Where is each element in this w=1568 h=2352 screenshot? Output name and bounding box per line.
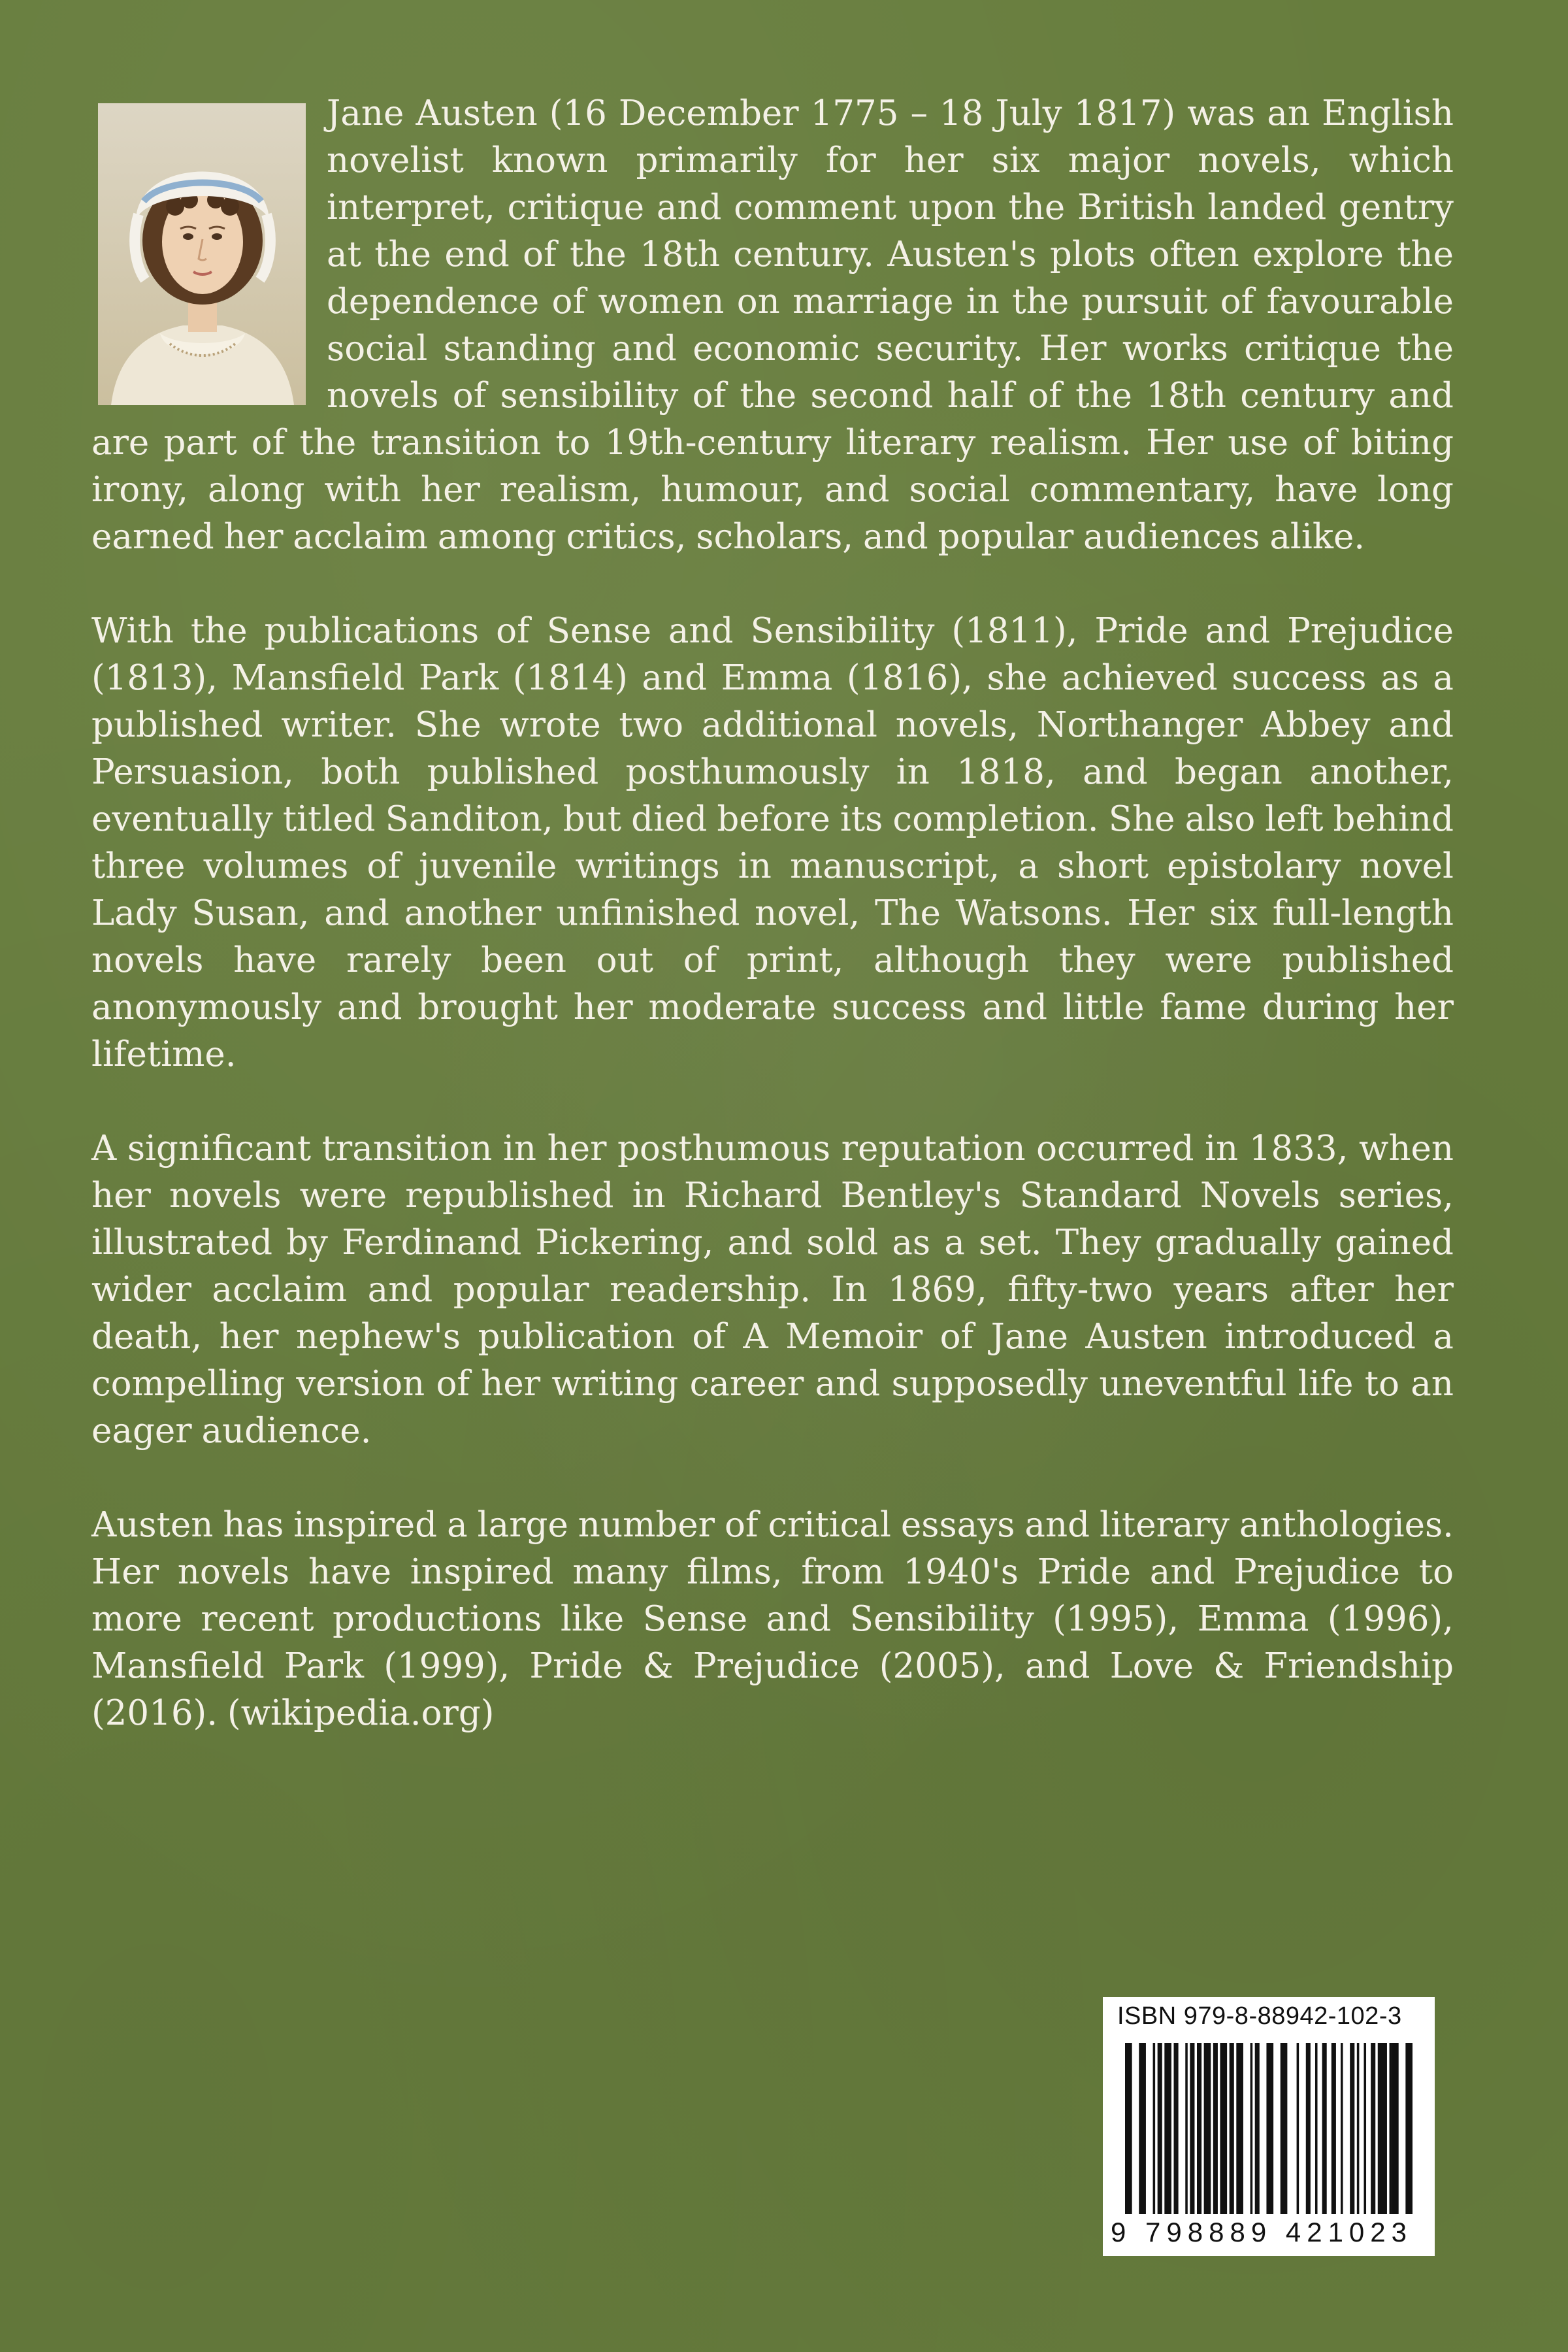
barcode-bar-16 [1266,2043,1273,2214]
barcode-bar-26 [1364,2043,1366,2214]
barcode-bar-22 [1331,2043,1336,2214]
paragraph-legacy: Austen has inspired a large number of critical essays and literary anthologies. Her novels have inspired many films, from 1940's Pride and Prejudice to more recent productions like Sense and Sensibility (1995), Emma (1996), Mansfield Park (1999), Pride & Prejudice (2005), and Love & Friendship (2016). (wikipedia.org) [91,1505,1454,1733]
barcode-bar-1 [1139,2043,1146,2214]
paragraph-reputation: A significant transition in her posthumous reputation occurred in 1833, when her novels were republished in Richard Bentley's Standard Novels series, illustrated by Ferdinand Pickering, and sold as a set. They gradually gained wider acclaim and popular readership. In 1869, fifty-two years after her death, her nephew's publication of A Memoir of Jane Austen introduced a compelling version of her writing career and supposedly uneventful life to an eager audience. [91,1129,1454,1451]
author-portrait [98,103,306,405]
barcode-bar-10 [1213,2043,1218,2214]
barcode-bar-5 [1174,2043,1179,2214]
paragraph-biography-text: Jane Austen (16 December 1775 – 18 July 1817) was an English novelist known primarily for her six major novels, which interpret, critique and comment upon the British landed gentry at the end of the 18th century. Austen's plots often explore the dependence of women on marriage in the pursuit of favourable social standing and economic security. Her works critique the novels of sensibility of the second half of the 18th century and are part of the transition to 19th-century literary realism. Her use of biting irony, along with her realism, humour, and social commentary, have long earned her acclaim among critics, scholars, and popular audiences alike. [91,93,1454,557]
barcode-bar-23 [1341,2043,1343,2214]
barcode-bar-18 [1297,2043,1299,2214]
barcode-bar-0 [1125,2043,1132,2214]
barcode-bar-17 [1281,2043,1288,2214]
barcode-bar-25 [1357,2043,1360,2214]
barcode-bar-3 [1158,2043,1162,2214]
portrait-illustration [98,103,306,405]
barcode-bar-7 [1190,2043,1194,2214]
barcode-bar-31 [1405,2043,1413,2214]
isbn-barcode-box [1103,1997,1435,2256]
back-cover-text [91,90,1454,1784]
barcode-bar-2 [1153,2043,1156,2214]
barcode-bar-21 [1322,2043,1327,2214]
barcode-bar-28 [1378,2043,1387,2214]
barcode-bar-15 [1255,2043,1260,2214]
barcode-bar-24 [1350,2043,1354,2214]
barcode-bar-4 [1164,2043,1171,2214]
barcode-bar-20 [1315,2043,1318,2214]
barcode-bar-30 [1392,2043,1399,2214]
barcode-bar-12 [1230,2043,1234,2214]
barcode-bar-8 [1197,2043,1201,2214]
barcode-bar-6 [1185,2043,1188,2214]
barcode-bar-11 [1220,2043,1227,2214]
paragraph-publications: With the publications of Sense and Sensibility (1811), Pride and Prejudice (1813), Mansfield Park (1814) and Emma (1816), she achieved success as a published writer. She wrote two additional novels, Northanger Abbey and Persuasion, both published posthumously in 1818, and began another, eventually titled Sanditon, but died before its completion. She also left behind three volumes of juvenile writings in manuscript, a short epistolary novel Lady Susan, and another unfinished novel, The Watsons. Her six full-length novels have rarely been out of print, although they were published anonymously and brought her moderate success and little fame during her lifetime. [91,611,1454,1074]
barcode-bar-27 [1371,2043,1375,2214]
barcode-digits: 9 798889 421023 [1111,2217,1413,2247]
barcode-bar-13 [1236,2043,1243,2214]
paragraph-biography [91,90,1454,561]
barcode-bar-19 [1306,2043,1311,2214]
barcode-bars [1103,1997,1435,2219]
barcode-bar-14 [1250,2043,1253,2214]
isbn-label: ISBN 979-8-88942-102-3 [1117,2002,1402,2030]
barcode-bar-9 [1204,2043,1211,2214]
barcode-bar-29 [1390,2043,1392,2214]
